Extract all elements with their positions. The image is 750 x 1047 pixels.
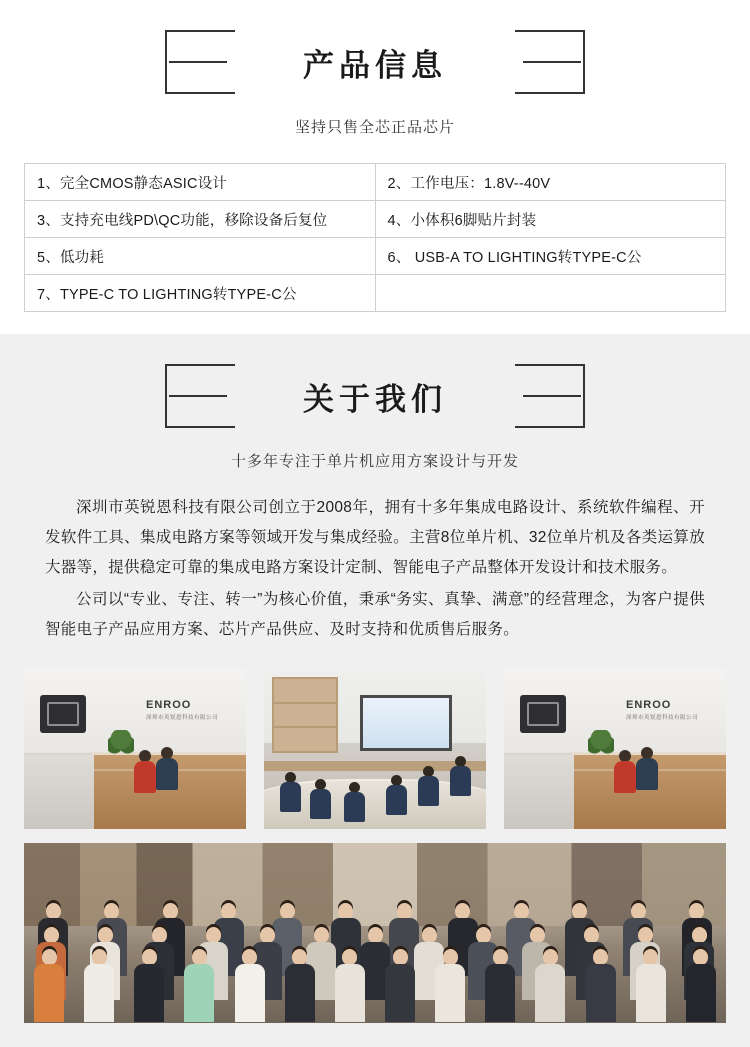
group-photo-front-row <box>24 949 726 1023</box>
spec-cell: 3、支持充电线PD\QC功能，移除设备后复位 <box>25 201 376 238</box>
product-info-title-block <box>165 0 585 100</box>
person-figure <box>333 949 367 1023</box>
about-us-title: 关于我们 <box>303 381 447 417</box>
person-figure <box>233 949 267 1023</box>
person-figure <box>82 949 116 1023</box>
spec-cell: 1、完全CMOS静态ASIC设计 <box>25 164 376 201</box>
table-row <box>25 275 726 312</box>
bookshelf <box>272 677 338 753</box>
person-figure <box>308 779 332 823</box>
about-us-title-block <box>165 334 585 434</box>
about-us-section <box>0 334 750 1047</box>
person-figure <box>283 949 317 1023</box>
office-photo-row <box>24 669 726 829</box>
title-frame <box>165 364 585 428</box>
team-group-photo <box>24 843 726 1023</box>
spec-cell: 7、TYPE-C TO LIGHTING转TYPE-C公 <box>25 275 376 312</box>
person-figure <box>483 949 517 1023</box>
presentation-screen <box>360 695 452 751</box>
person-figure <box>433 949 467 1023</box>
table-row <box>25 201 726 238</box>
wall-logo-icon <box>40 695 86 733</box>
potted-plant-icon <box>108 730 134 760</box>
potted-plant-icon <box>588 730 614 760</box>
wall-logo-icon <box>520 695 566 733</box>
title-frame <box>165 30 585 94</box>
wall-brand-text: ENROO 深圳市英锐恩科技有限公司 <box>626 699 699 721</box>
person-figure <box>182 949 216 1023</box>
product-info-title: 产品信息 <box>303 47 447 83</box>
wall-brand-subtext: 深圳市英锐恩科技有限公司 <box>626 715 699 721</box>
meeting-room-photo <box>264 669 486 829</box>
photo-floor <box>504 755 574 829</box>
person-figure <box>278 772 302 816</box>
about-paragraph: 深圳市英锐恩科技有限公司创立于2008年，拥有十多年集成电路设计、系统软件编程、开发软件工具、集成电路方案等领域开发与集成经验。主营8位单片机、32位单片机及各类运算放大器等，提供稳定可靠的集成电路方案设计定制、智能电子产品整体开发设计和技术服务。 <box>45 499 705 576</box>
person-figure <box>634 949 668 1023</box>
spec-cell: 6、 USB-A TO LIGHTING转TYPE-C公 <box>375 238 726 275</box>
table-row <box>25 164 726 201</box>
photo-floor <box>24 755 94 829</box>
product-info-subtitle: 坚持只售全芯正品芯片 <box>294 119 455 136</box>
wall-brand-subtext: 深圳市英锐恩科技有限公司 <box>146 715 219 721</box>
wall-brand-text: ENROO 深圳市英锐恩科技有限公司 <box>146 699 219 721</box>
spec-cell: 2、工作电压：1.8V--40V <box>375 164 726 201</box>
person-figure <box>533 949 567 1023</box>
spec-cell-empty <box>375 275 726 312</box>
person-figure <box>383 949 417 1023</box>
spec-cell: 5、低功耗 <box>25 238 376 275</box>
spec-cell: 4、小体积6脚贴片封装 <box>375 201 726 238</box>
person-figure <box>132 949 166 1023</box>
office-reception-photo <box>24 669 246 829</box>
person-figure <box>584 949 618 1023</box>
person-figure <box>32 949 66 1023</box>
table-row <box>25 238 726 275</box>
office-reception-photo-2 <box>504 669 726 829</box>
person-figure <box>684 949 718 1023</box>
person-figure <box>416 766 440 810</box>
about-us-body <box>45 493 705 645</box>
person-figure <box>342 782 366 826</box>
about-us-subtitle: 十多年专注于单片机应用方案设计与开发 <box>230 453 519 470</box>
person-figure <box>384 775 408 819</box>
product-info-section <box>0 0 750 334</box>
person-figure <box>634 747 660 797</box>
spec-table-wrapper <box>24 163 726 312</box>
person-figure <box>448 756 472 800</box>
person-figure <box>154 747 180 797</box>
spec-table <box>24 163 726 312</box>
about-paragraph: 公司以“专业、专注、转一”为核心价值，秉承“务实、真挚、满意”的经营理念，为客户提供智能电子产品应用方案、芯片产品供应、及时支持和优质售后服务。 <box>45 591 705 638</box>
